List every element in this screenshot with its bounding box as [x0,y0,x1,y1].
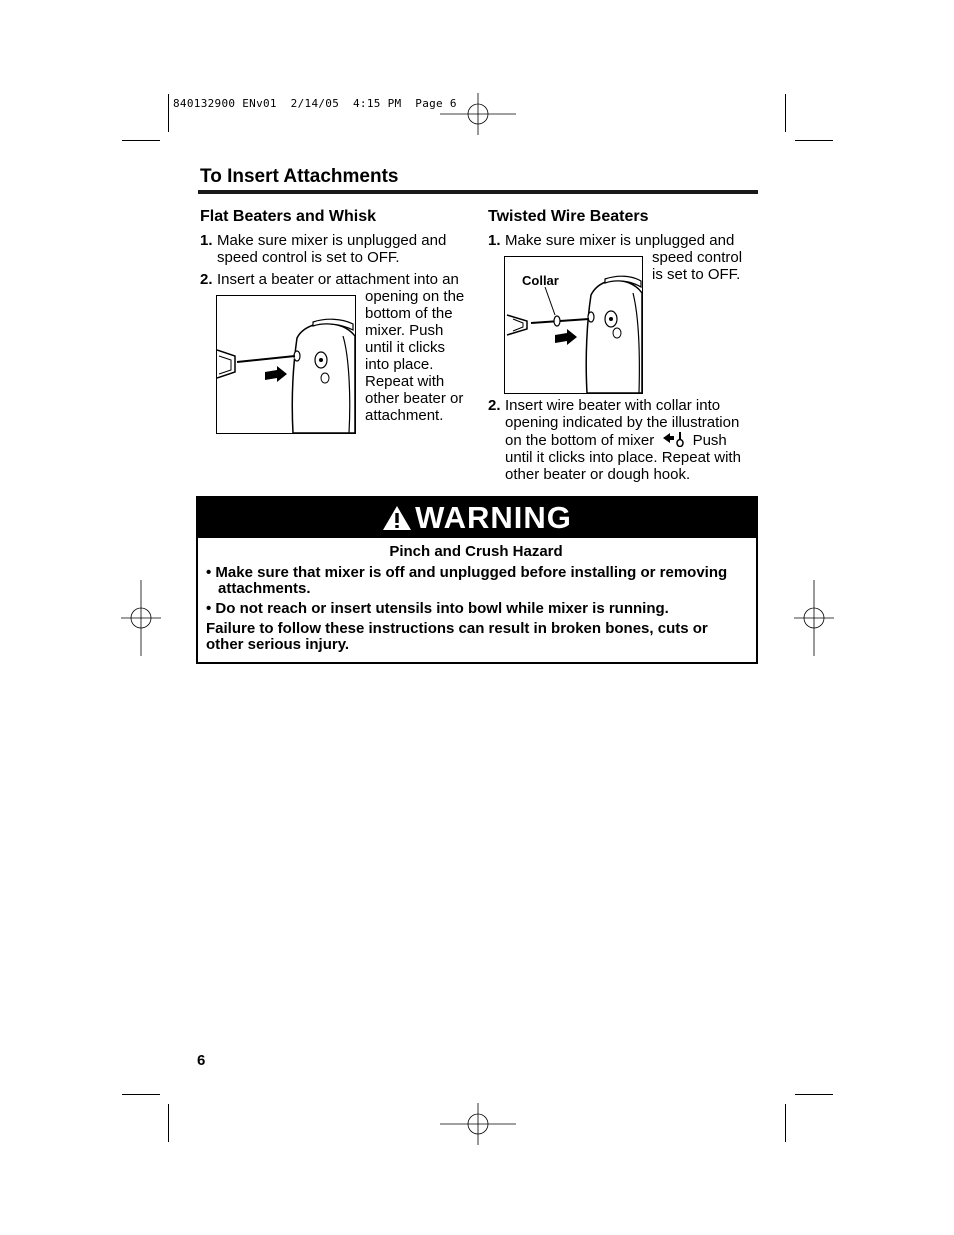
step-line: Make sure mixer is unplugged and [505,232,735,249]
warning-title: WARNING [415,500,572,535]
step-line: Repeat with [365,373,445,390]
step-line: Insert a beater or attachment into an [217,271,459,288]
beater-insert-icon [662,431,688,447]
step-line: is set to OFF. [652,266,741,283]
step-line: mixer. Push [365,322,444,339]
step-line: other beater or dough hook. [505,466,691,483]
step-line-part: on the bottom of mixer [505,432,655,449]
printer-slug: 840132900 ENv01 2/14/05 4:15 PM Page 6 [173,97,457,110]
left-step-2-wrapped [365,288,475,424]
step-number: 2. [200,271,213,288]
step-number: 1. [200,232,213,249]
step-line: opening indicated by the illustration [505,414,740,431]
step-number: 2. [488,397,501,414]
arrow-right-icon [265,366,287,382]
warning-line: other serious injury. [206,636,350,653]
arrow-right-icon [555,329,577,345]
warning-header [198,498,756,538]
step-line: attachment. [365,407,444,424]
step-line-part: Push [688,432,727,449]
step-line: Insert wire beater with collar into [505,397,721,414]
registration-mark-icon [794,580,834,656]
page-number: 6 [197,1052,206,1069]
step-line: into place. [365,356,434,373]
registration-mark-icon [121,580,161,656]
warning-bullet [206,601,746,617]
right-step-2 [488,397,758,487]
collar-label: Collar [522,273,559,288]
step-number: 1. [488,232,501,249]
section-rule [198,190,758,194]
warning-line: • Make sure that mixer is off and unplugged before installing or removing [206,564,728,581]
step-line: Make sure mixer is unplugged and [217,232,447,249]
step-text [505,397,741,483]
step-line: until it clicks [365,339,446,356]
mixer-illustration [216,295,356,434]
warning-line: Failure to follow these instructions can result in broken bones, cuts or [206,620,708,637]
warning-triangle-icon [382,505,412,531]
section-title: To Insert Attachments [200,166,399,187]
warning-footer [206,621,746,653]
step-line: other beater or [365,390,464,407]
step-text [217,232,446,266]
step-line [505,431,741,449]
step-line: until it clicks into place. Repeat with [505,449,741,466]
registration-mark-icon [440,93,516,135]
warning-box [196,496,758,664]
left-step-1 [200,232,470,268]
right-column-heading: Twisted Wire Beaters [488,208,649,225]
warning-body [206,544,746,653]
warning-line: attachments. [218,580,311,597]
right-step-1-wrapped [652,249,752,283]
step-line: opening on the [365,288,465,305]
warning-bullet [206,565,746,597]
step-line: speed control [652,249,743,266]
registration-mark-icon [440,1103,516,1145]
step-line: bottom of the [365,305,453,322]
warning-hazard: Pinch and Crush Hazard [389,543,563,560]
warning-line: • Do not reach or insert utensils into bowl while mixer is running. [206,600,669,617]
step-line: speed control is set to OFF. [217,249,400,266]
left-column-heading: Flat Beaters and Whisk [200,208,377,225]
